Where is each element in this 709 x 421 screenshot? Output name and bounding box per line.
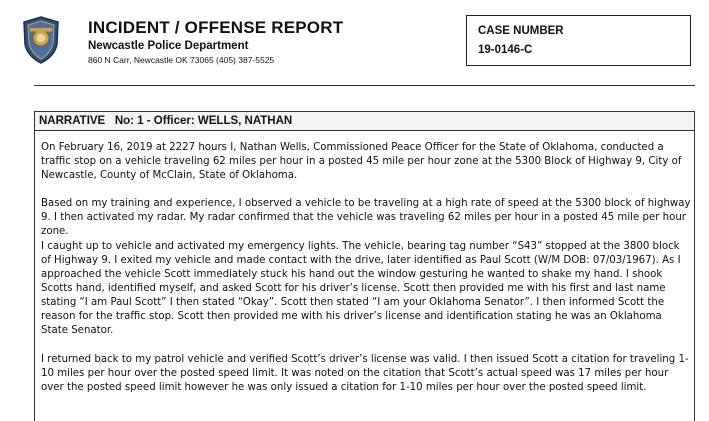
narrative-paragraph-4: I returned back to my patrol vehicle and verified Scott’s driver’s license was valid. I then issued Scott a citation for traveling 1-10 miles per hour over the posted speed limit. It was noted on the citation that Scott’s actual speed was 17 miles per hour over the posted speed limit however he was only issued a citation for 1-10 miles per hour over the posted speed limit.: [41, 354, 689, 393]
narrative-paragraph-2: Based on my training and experience, I observed a vehicle to be traveling at a high rate of speed at the 5300 block of highway 9. I then activated my radar. My radar confirmed that the vehicle was traveling 62 miles per hour in a posted 45 mile per hour zone.: [41, 198, 691, 237]
report-title: INCIDENT / OFFENSE REPORT: [88, 18, 344, 37]
case-number-box: [466, 15, 691, 66]
narrative-spacer: [105, 115, 115, 127]
narrative-paragraph-3: I caught up to vehicle and activated my emergency lights. The vehicle, bearing tag number “S43” stopped at the 3800 block of Highway 9. I exited my vehicle and made contact with the drive, later identified as Paul Scott (W/M DOB: 07/03/1967). As I approached the vehicle Scott immediately stuck his hand out the window gesturing he wanted to shake my hand. I shook Scotts hand, identified myself, and asked Scott for his driver’s license. Scott then provided me with his first and last name stating “I am Paul Scott” I then stated “Okay”. Scott then stated “I am your Oklahoma Senator”. I then informed Scott the reason for the traffic stop. Scott then provided me with his driver’s license and identification stating he was an Oklahoma State Senator.: [41, 241, 681, 336]
narrative-label: NARRATIVE: [39, 115, 106, 127]
case-number-label: CASE NUMBER: [478, 25, 564, 37]
narrative-paragraph-1: On February 16, 2019 at 2227 hours I, Nathan Wells, Commissioned Peace Officer for the State of Oklahoma, conducted a traffic stop on a vehicle traveling 62 miles per hour in a posted 45 mile per hour zone at the 5300 Block of Highway 9, City of Newcastle, County of McClain, State of Oklahoma.: [41, 142, 682, 181]
narrative-header: [34, 111, 695, 131]
department-name: Newcastle Police Department: [88, 40, 249, 52]
department-address: 860 N Carr, Newcastle OK 73065 (405) 387-5525: [88, 55, 275, 65]
police-badge-logo: [21, 16, 61, 64]
case-number-value: 19-0146-C: [478, 44, 533, 56]
header-divider: [34, 85, 695, 86]
narrative-number-officer: No: 1 - Officer: WELLS, NATHAN: [114, 115, 293, 127]
